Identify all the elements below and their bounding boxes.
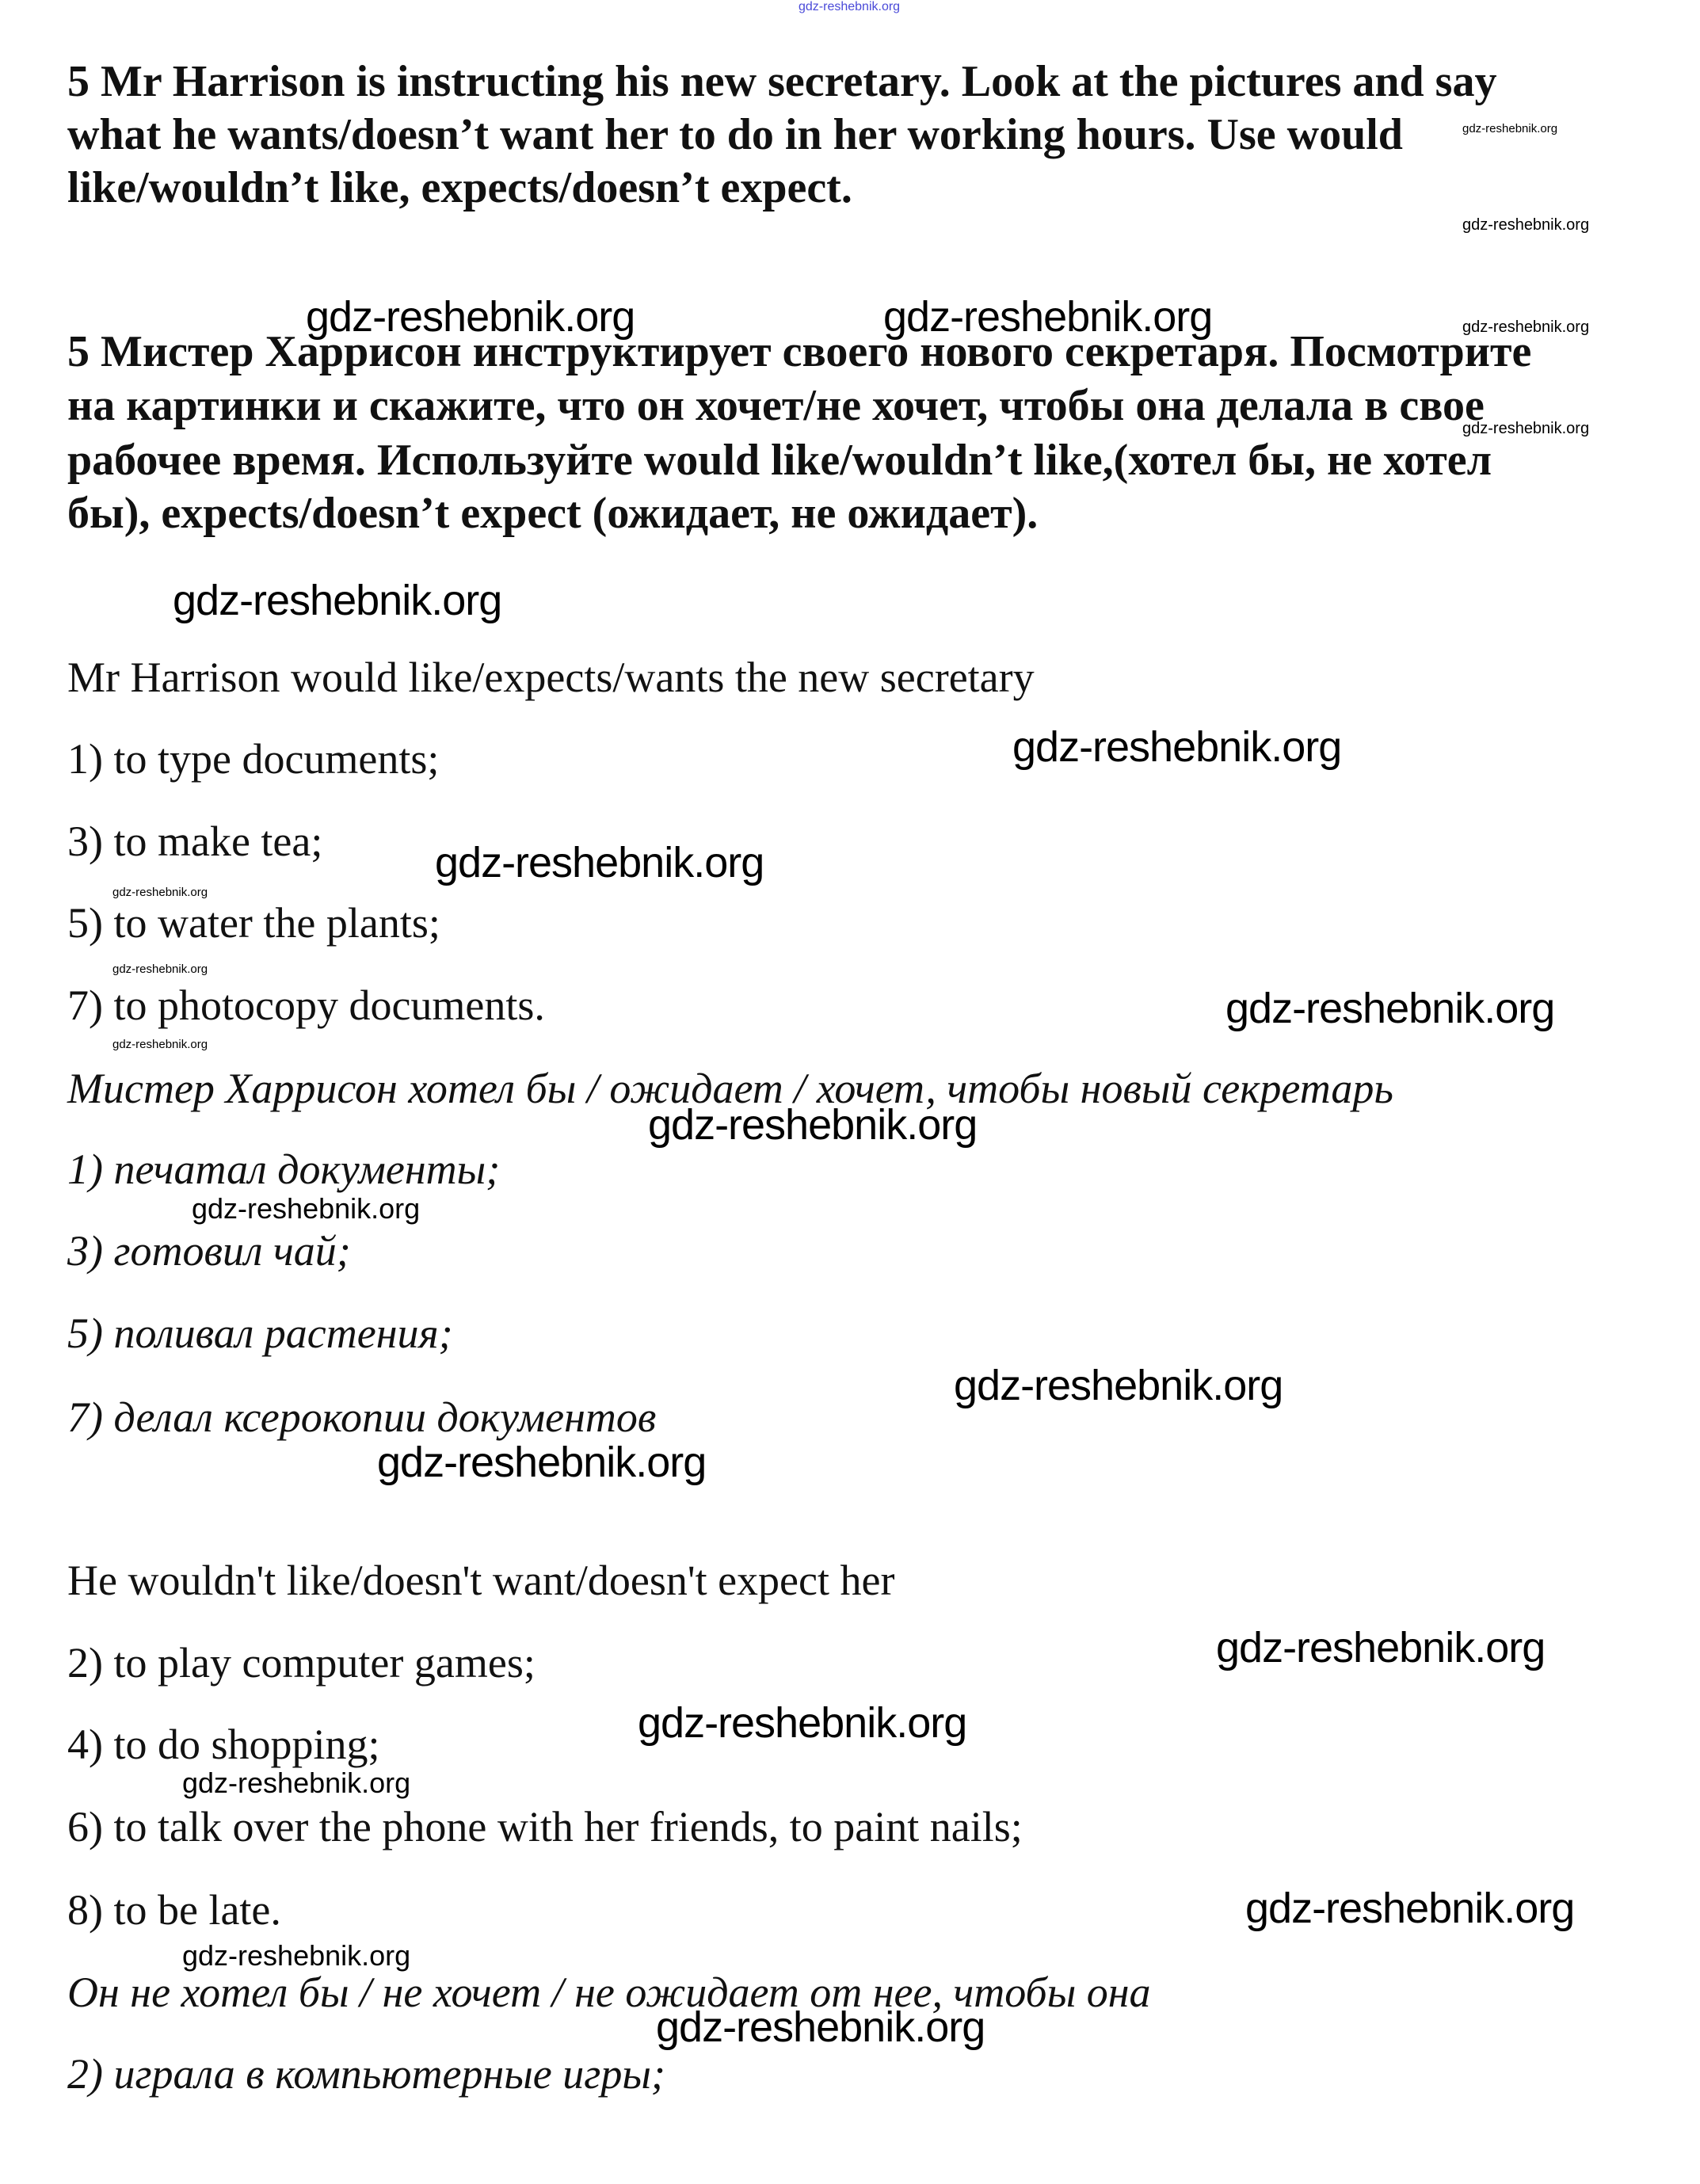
task-heading-ru-line: рабочее время. Используйте would like/wouldn’t like,(хотел бы, не хотел: [67, 436, 1492, 485]
watermark: gdz-reshebnik.org: [306, 293, 635, 341]
watermark: gdz-reshebnik.org: [1225, 985, 1555, 1032]
watermark: gdz-reshebnik.org: [112, 886, 208, 899]
watermark: gdz-reshebnik.org: [112, 962, 208, 976]
watermark: gdz-reshebnik.org: [638, 1699, 967, 1747]
answer-item-ru: 5) поливал растения;: [67, 1309, 453, 1357]
answer-intro-ru: Он не хотел бы / не хочет / не ожидает от нее, чтобы она: [67, 1969, 1151, 2016]
answer-item: 2) to play computer games;: [67, 1639, 536, 1687]
watermark: gdz-reshebnik.org: [182, 1939, 411, 1972]
task-heading-en-line: like/wouldn’t like, expects/doesn’t expect.: [67, 163, 852, 212]
answer-item-ru: 3) готовил чай;: [67, 1227, 351, 1275]
watermark: gdz-reshebnik.org: [1462, 318, 1590, 336]
answer-item: 8) to be late.: [67, 1886, 281, 1934]
watermark: gdz-reshebnik.org: [954, 1362, 1283, 1409]
answer-intro-ru: Мистер Харрисон хотел бы / ожидает / хочет, чтобы новый секретарь: [67, 1065, 1393, 1112]
answer-item: 5) to water the plants;: [67, 899, 440, 947]
watermark: gdz-reshebnik.org: [1462, 122, 1558, 135]
watermark: gdz-reshebnik.org: [1245, 1885, 1575, 1932]
watermark: gdz-reshebnik.org: [883, 293, 1213, 341]
answer-item-ru: 7) делал ксерокопии документов: [67, 1393, 657, 1441]
answer-intro: Mr Harrison would like/expects/wants the new secretary: [67, 654, 1035, 701]
watermark: gdz-reshebnik.org: [192, 1192, 421, 1225]
task-heading-ru-line: 5 Мистер Харрисон инструктирует своего нового секретаря. Посмотрите: [67, 327, 1532, 376]
watermark: gdz-reshebnik.org: [1462, 216, 1590, 234]
watermark: gdz-reshebnik.org: [1216, 1624, 1546, 1671]
task-heading-en-line: what he wants/doesn’t want her to do in her working hours. Use would: [67, 110, 1403, 159]
watermark: gdz-reshebnik.org: [112, 1038, 208, 1051]
watermark: gdz-reshebnik.org: [799, 0, 901, 13]
answer-item-ru: 2) играла в компьютерные игры;: [67, 2050, 665, 2098]
task-heading-ru-line: на картинки и скажите, что он хочет/не хочет, чтобы она делала в свое: [67, 381, 1485, 430]
watermark: gdz-reshebnik.org: [435, 839, 764, 886]
watermark: gdz-reshebnik.org: [648, 1101, 978, 1149]
answer-item-ru: 1) печатал документы;: [67, 1145, 501, 1193]
watermark: gdz-reshebnik.org: [1462, 420, 1590, 437]
answer-item: 7) to photocopy documents.: [67, 981, 545, 1029]
watermark: gdz-reshebnik.org: [182, 1767, 411, 1799]
watermark: gdz-reshebnik.org: [656, 2003, 985, 2051]
answer-item: 1) to type documents;: [67, 735, 440, 783]
watermark: gdz-reshebnik.org: [173, 577, 502, 624]
task-heading-en-line: 5 Mr Harrison is instructing his new secretary. Look at the pictures and say: [67, 57, 1497, 106]
watermark: gdz-reshebnik.org: [377, 1439, 707, 1486]
answer-item: 3) to make tea;: [67, 818, 323, 865]
answer-intro: He wouldn't like/doesn't want/doesn't expect her: [67, 1557, 895, 1604]
answer-item: 6) to talk over the phone with her friends, to paint nails;: [67, 1803, 1023, 1850]
watermark: gdz-reshebnik.org: [1012, 723, 1342, 771]
answer-item: 4) to do shopping;: [67, 1721, 380, 1768]
task-heading-ru-line: бы), expects/doesn’t expect (ожидает, не ожидает).: [67, 489, 1039, 538]
